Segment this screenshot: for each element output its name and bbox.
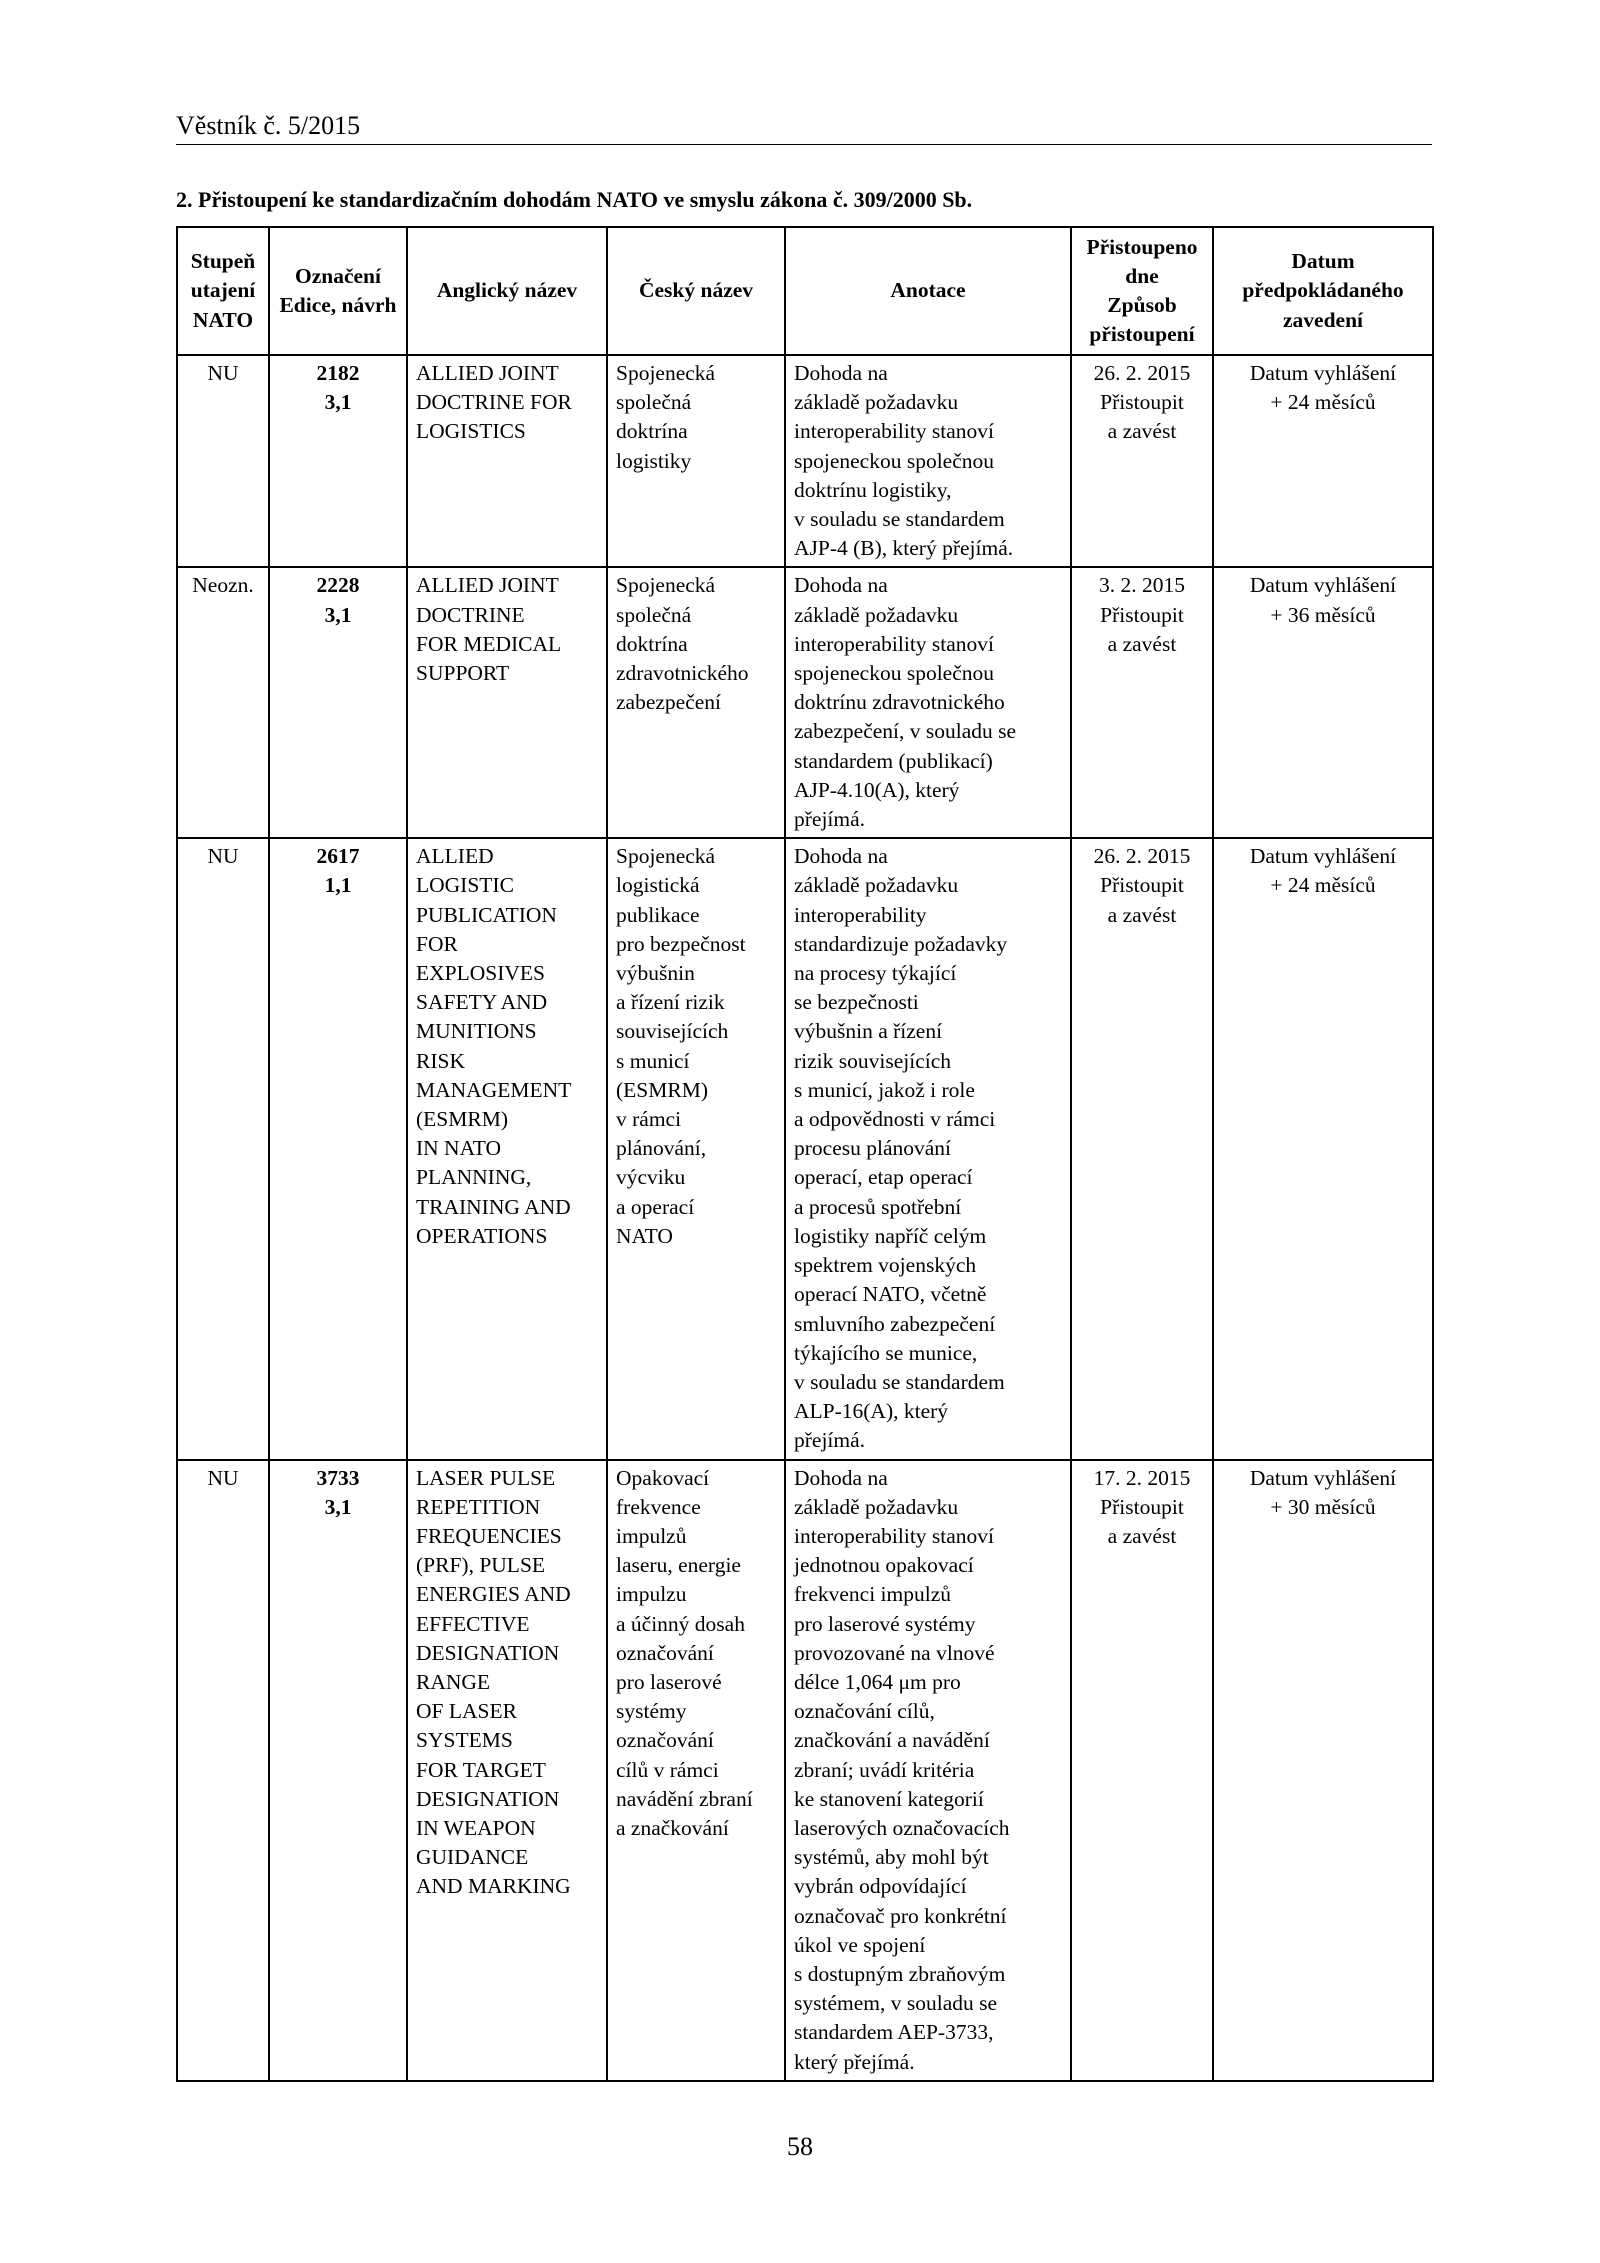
cell-czech-name	[607, 838, 785, 1459]
cell-line: RANGE	[416, 1669, 491, 1694]
cell-accession	[1071, 355, 1213, 567]
cell-line: a zavést	[1107, 631, 1177, 656]
cell-english-name	[407, 355, 607, 567]
cell-line: IN NATO	[416, 1136, 502, 1161]
cell-line: označování	[616, 1640, 714, 1665]
cell-line: základě požadavku	[794, 1494, 959, 1519]
cell-classification: NU	[177, 355, 269, 567]
cell-classification: NU	[177, 838, 269, 1459]
cell-classification: NU	[177, 1460, 269, 2081]
cell-line: 3,1	[324, 1494, 352, 1519]
cell-line: Datum	[1291, 249, 1355, 274]
cell-line: interoperability	[794, 902, 927, 927]
cell-line: souvisejících	[616, 1019, 729, 1044]
cell-line: systémem, v souladu se	[794, 1991, 998, 2016]
cell-line: Dohoda na	[794, 573, 888, 598]
cell-line: navádění zbraní	[616, 1786, 753, 1811]
table-header-row	[177, 227, 1433, 355]
cell-czech-name	[607, 567, 785, 838]
cell-line: Edice, návrh	[279, 293, 397, 317]
table-body	[177, 355, 1433, 2081]
col-header-classification	[177, 227, 269, 355]
cell-line: RISK	[416, 1048, 465, 1073]
cell-line: předpokládaného	[1242, 278, 1404, 303]
cell-line: logistiky	[616, 448, 692, 473]
cell-line: se bezpečnosti	[794, 990, 919, 1015]
col-header-introduction-date	[1213, 227, 1433, 355]
cell-line: procesu plánování	[794, 1136, 952, 1161]
cell-line: Spojenecká	[616, 361, 716, 385]
cell-line: a řízení rizik	[616, 990, 725, 1015]
cell-line: pro laserové systémy	[794, 1611, 976, 1636]
cell-line: + 24 měsíců	[1270, 873, 1376, 898]
cell-designation	[269, 567, 407, 838]
cell-line: a zavést	[1107, 1523, 1177, 1548]
cell-line: zabezpečení, v souladu se	[794, 719, 1017, 744]
col-header-english-name	[407, 227, 607, 355]
cell-line: označovač pro konkrétní	[794, 1903, 1007, 1928]
cell-english-name	[407, 1460, 607, 2081]
cell-line: + 30 měsíců	[1270, 1494, 1376, 1519]
cell-line: GUIDANCE	[416, 1845, 529, 1870]
cell-line: 2182	[316, 361, 360, 385]
cell-line: impulzů	[616, 1523, 687, 1548]
cell-line: v rámci	[616, 1107, 682, 1132]
cell-line: ENERGIES AND	[416, 1582, 571, 1607]
cell-line: pro bezpečnost	[616, 931, 746, 956]
cell-line: Přistoupit	[1100, 390, 1184, 415]
cell-line: EFFECTIVE	[416, 1611, 530, 1636]
cell-designation	[269, 355, 407, 567]
cell-line: zabezpečení	[616, 690, 722, 715]
cell-line: + 24 měsíců	[1270, 390, 1376, 415]
cell-line: laseru, energie	[616, 1553, 741, 1578]
cell-line: jednotnou opakovací	[794, 1553, 974, 1578]
cell-line: frekvenci impulzů	[794, 1582, 952, 1607]
cell-line: SAFETY AND	[416, 990, 548, 1015]
cell-line: úkol ve spojení	[794, 1932, 926, 1957]
cell-line: v souladu se standardem	[794, 507, 1005, 532]
cell-line: přejímá.	[794, 1428, 866, 1453]
page-number: 58	[787, 2132, 813, 2161]
cell-line: 26. 2. 2015	[1093, 844, 1191, 869]
cell-line: LOGISTIC	[416, 873, 514, 898]
cell-line: operací NATO, včetně	[794, 1282, 987, 1307]
cell-annotation	[785, 355, 1071, 567]
cell-line: utajení	[190, 278, 256, 303]
cell-line: Dohoda na	[794, 361, 888, 385]
cell-line: Spojenecká	[616, 844, 716, 869]
cell-line: Anglický název	[436, 278, 578, 303]
cell-line: společná	[616, 602, 692, 627]
cell-line: výbušnin	[616, 961, 695, 986]
cell-line: a procesů spotřební	[794, 1194, 962, 1219]
cell-line: vybrán odpovídající	[794, 1874, 967, 1899]
cell-line: DESIGNATION	[416, 1786, 560, 1811]
col-header-designation	[269, 227, 407, 355]
cell-line: LASER PULSE	[416, 1465, 556, 1490]
table-row	[177, 567, 1433, 838]
cell-line: 3,1	[324, 390, 352, 415]
col-header-accession	[1071, 227, 1213, 355]
table-row	[177, 1460, 1433, 2081]
cell-line: REPETITION	[416, 1494, 541, 1519]
cell-line: spojeneckou společnou	[794, 661, 995, 686]
cell-line: standardem (publikací)	[794, 748, 993, 773]
cell-accession	[1071, 1460, 1213, 2081]
cell-line: IN WEAPON	[416, 1815, 536, 1840]
cell-line: zdravotnického	[616, 661, 749, 686]
cell-designation	[269, 838, 407, 1459]
table-row	[177, 838, 1433, 1459]
cell-line: 17. 2. 2015	[1093, 1465, 1191, 1490]
cell-line: Přistoupeno	[1086, 234, 1198, 259]
cell-line: a účinný dosah	[616, 1611, 745, 1636]
cell-line: AJP-4 (B), který přejímá.	[794, 536, 1014, 561]
cell-line: výbušnin a řízení	[794, 1019, 943, 1044]
cell-line: výcviku	[616, 1165, 686, 1190]
cell-line: Přistoupit	[1100, 873, 1184, 898]
cell-line: ALLIED	[416, 844, 494, 869]
cell-line: na procesy týkající	[794, 961, 957, 986]
col-header-czech-name	[607, 227, 785, 355]
cell-line: základě požadavku	[794, 390, 959, 415]
cell-line: společná	[616, 390, 692, 415]
cell-line: 26. 2. 2015	[1093, 361, 1191, 385]
cell-line: EXPLOSIVES	[416, 961, 546, 986]
cell-introduction-date	[1213, 838, 1433, 1459]
cell-english-name	[407, 567, 607, 838]
cell-line: logistiky napříč celým	[794, 1223, 987, 1248]
cell-line: v souladu se standardem	[794, 1369, 1005, 1394]
cell-line: Dohoda na	[794, 1465, 888, 1490]
cell-line: Datum vyhlášení	[1249, 844, 1397, 869]
cell-line: označování	[616, 1728, 714, 1753]
cell-line: 3,1	[324, 602, 352, 627]
cell-line: AJP-4.10(A), který	[794, 777, 960, 802]
cell-line: a odpovědnosti v rámci	[794, 1107, 996, 1132]
cell-line: ALLIED JOINT	[416, 361, 559, 385]
cell-line: zavedení	[1282, 307, 1364, 332]
cell-line: (ESMRM)	[416, 1107, 508, 1132]
cell-line: frekvence	[616, 1494, 701, 1519]
cell-line: Dohoda na	[794, 844, 888, 869]
cell-line: ALLIED JOINT	[416, 573, 559, 598]
cell-line: publikace	[616, 902, 700, 927]
cell-line: doktrínu zdravotnického	[794, 690, 1005, 715]
cell-line: a zavést	[1107, 902, 1177, 927]
cell-line: spektrem vojenských	[794, 1253, 977, 1278]
cell-line: AND MARKING	[416, 1874, 571, 1899]
cell-line: OF LASER	[416, 1699, 517, 1724]
cell-line: NATO	[192, 307, 254, 332]
cell-line: s dostupným zbraňovým	[794, 1961, 1006, 1986]
cell-annotation	[785, 838, 1071, 1459]
cell-line: 2617	[316, 844, 360, 869]
cell-line: systémů, aby mohl být	[794, 1845, 989, 1870]
cell-introduction-date	[1213, 1460, 1433, 2081]
cell-line: 3. 2. 2015	[1099, 573, 1185, 598]
cell-line: Přistoupit	[1100, 1494, 1184, 1519]
cell-line: FOR MEDICAL	[416, 631, 562, 656]
cell-line: laserových označovacích	[794, 1815, 1010, 1840]
cell-line: logistická	[616, 873, 700, 898]
cell-line: ALP-16(A), který	[794, 1399, 949, 1424]
cell-line: FREQUENCIES	[416, 1523, 562, 1548]
cell-line: Způsob	[1107, 293, 1177, 317]
table-row	[177, 355, 1433, 567]
cell-line: který přejímá.	[794, 2049, 915, 2074]
cell-english-name	[407, 838, 607, 1459]
cell-accession	[1071, 567, 1213, 838]
cell-line: doktrínu logistiky,	[794, 477, 952, 502]
cell-line: 3733	[316, 1465, 360, 1490]
cell-line: standardem AEP-3733,	[794, 2020, 994, 2045]
cell-designation	[269, 1460, 407, 2081]
cell-line: přistoupení	[1089, 322, 1195, 347]
cell-line: provozované na vlnové	[794, 1640, 995, 1665]
cell-line: interoperability stanoví	[794, 419, 995, 444]
cell-line: Anotace	[890, 278, 966, 303]
cell-line: Označení	[295, 263, 381, 288]
cell-line: označování cílů,	[794, 1699, 935, 1724]
cell-classification: Neozn.	[177, 567, 269, 838]
cell-line: impulzu	[616, 1582, 687, 1607]
cell-line: DESIGNATION	[416, 1640, 560, 1665]
cell-line: standardizuje požadavky	[794, 931, 1008, 956]
cell-line: interoperability stanoví	[794, 631, 995, 656]
cell-annotation	[785, 567, 1071, 838]
cell-line: rizik souvisejících	[794, 1048, 952, 1073]
cell-line: spojeneckou společnou	[794, 448, 995, 473]
cell-czech-name	[607, 355, 785, 567]
cell-line: MANAGEMENT	[416, 1077, 572, 1102]
cell-line: operací, etap operací	[794, 1165, 973, 1190]
cell-line: Český název	[638, 278, 754, 303]
cell-line: základě požadavku	[794, 873, 959, 898]
cell-line: PLANNING,	[416, 1165, 532, 1190]
cell-czech-name	[607, 1460, 785, 2081]
cell-line: Datum vyhlášení	[1249, 361, 1397, 385]
cell-line: FOR	[416, 931, 458, 956]
cell-line: pro laserové	[616, 1669, 722, 1694]
cell-line: přejímá.	[794, 807, 866, 832]
cell-accession	[1071, 838, 1213, 1459]
cell-line: s municí, jakož i role	[794, 1077, 975, 1102]
cell-line: (PRF), PULSE	[416, 1553, 546, 1578]
cell-line: 1,1	[324, 873, 352, 898]
standardization-table	[176, 226, 1434, 2082]
cell-line: smluvního zabezpečení	[794, 1311, 996, 1336]
cell-line: Přistoupit	[1100, 602, 1184, 627]
cell-line: plánování,	[616, 1136, 707, 1161]
cell-line: OPERATIONS	[416, 1223, 548, 1248]
col-header-annotation	[785, 227, 1071, 355]
cell-line: TRAINING AND	[416, 1194, 571, 1219]
cell-line: + 36 měsíců	[1270, 602, 1376, 627]
cell-line: a operací	[616, 1194, 695, 1219]
cell-line: cílů v rámci	[616, 1757, 719, 1782]
cell-line: Datum vyhlášení	[1249, 1465, 1397, 1490]
cell-line: SYSTEMS	[416, 1728, 513, 1753]
cell-line: ke stanovení kategorií	[794, 1786, 984, 1811]
cell-line: doktrína	[616, 631, 688, 656]
cell-line: NATO	[616, 1223, 673, 1248]
cell-line: FOR TARGET	[416, 1757, 546, 1782]
cell-line: základě požadavku	[794, 602, 959, 627]
cell-line: Stupeň	[190, 249, 256, 274]
cell-line: délce 1,064 μm pro	[794, 1669, 961, 1694]
cell-line: SUPPORT	[416, 661, 510, 686]
cell-annotation	[785, 1460, 1071, 2081]
cell-line: a zavést	[1107, 419, 1177, 444]
cell-line: DOCTRINE FOR	[416, 390, 572, 415]
cell-line: dne	[1125, 263, 1159, 288]
document-header: Věstník č. 5/2015	[176, 110, 1432, 145]
cell-line: (ESMRM)	[616, 1077, 708, 1102]
cell-line: 2228	[316, 573, 360, 598]
cell-line: zbraní; uvádí kritéria	[794, 1757, 975, 1782]
cell-line: LOGISTICS	[416, 419, 526, 444]
cell-line: Opakovací	[616, 1465, 710, 1490]
cell-line: DOCTRINE	[416, 602, 525, 627]
cell-line: Spojenecká	[616, 573, 716, 598]
cell-line: a značkování	[616, 1815, 729, 1840]
cell-line: doktrína	[616, 419, 688, 444]
cell-line: systémy	[616, 1699, 687, 1724]
cell-introduction-date	[1213, 567, 1433, 838]
cell-line: MUNITIONS	[416, 1019, 537, 1044]
cell-line: s municí	[616, 1048, 690, 1073]
cell-introduction-date	[1213, 355, 1433, 567]
section-title: 2. Přistoupení ke standardizačním dohodám NATO ve smyslu zákona č. 309/2000 Sb.	[176, 187, 973, 212]
cell-line: značkování a navádění	[794, 1728, 990, 1753]
cell-line: interoperability stanoví	[794, 1523, 995, 1548]
cell-line: Datum vyhlášení	[1249, 573, 1397, 598]
cell-line: týkajícího se munice,	[794, 1340, 978, 1365]
cell-line: PUBLICATION	[416, 902, 557, 927]
